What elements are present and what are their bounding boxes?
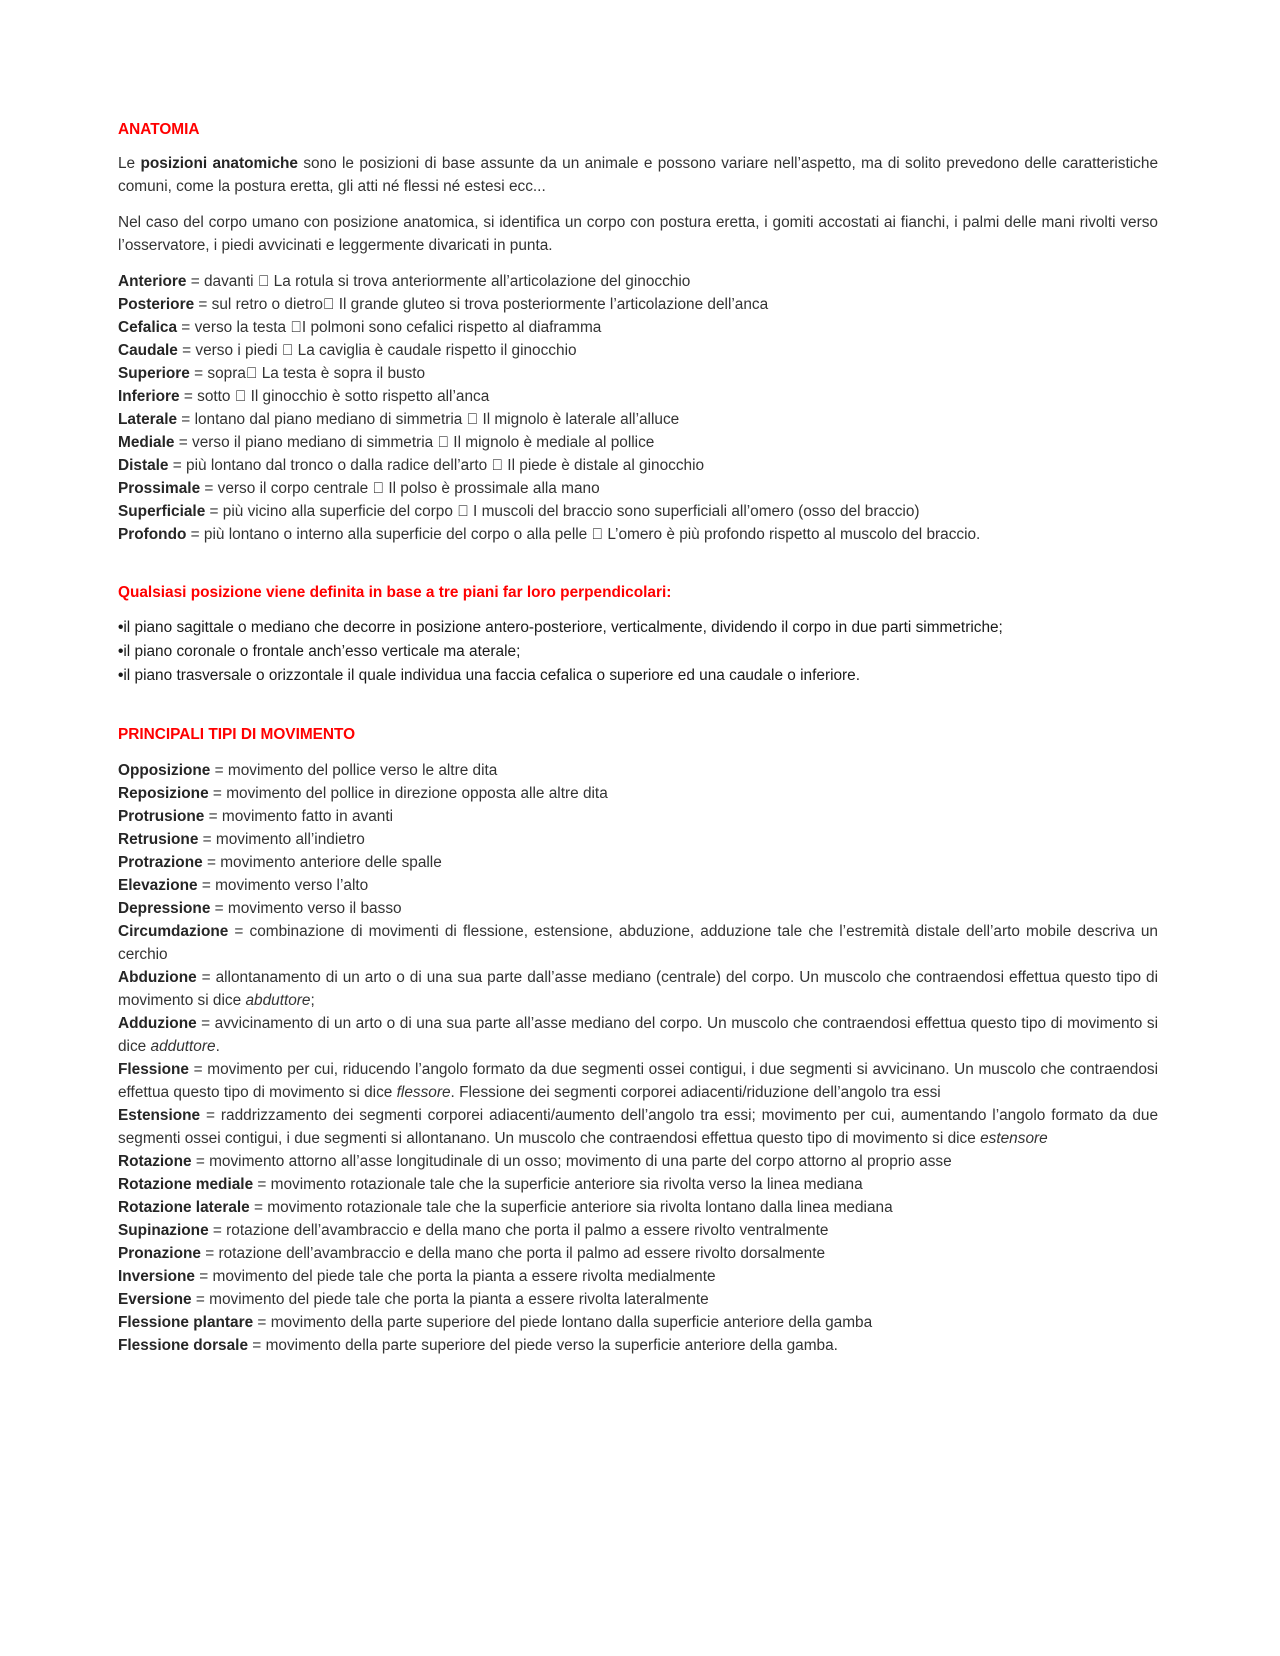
term-definition: = più lontano dal tronco o dalla radice dell’arto Il piede è distale al ginocchio	[168, 457, 689, 474]
term-definition: = davanti La rotula si trova anteriormente all’articolazione del ginocchio	[186, 273, 675, 290]
term-label: Supinazione	[118, 1222, 209, 1239]
list-item	[118, 500, 1158, 523]
term-definition: = movimento anteriore delle spalle	[202, 854, 442, 871]
term-definition: = movimento fatto in avanti	[204, 808, 394, 825]
term-label: Flessione dorsale	[118, 1337, 249, 1354]
term-label: Adduzione	[118, 1015, 197, 1032]
list-item	[118, 782, 1158, 805]
term-definition: = movimento della parte superiore del piede lontano dalla superficie anteriore della gamba	[253, 1314, 873, 1331]
list-item	[118, 1058, 1158, 1104]
intro-lead: Le	[118, 155, 141, 172]
list-item	[118, 805, 1158, 828]
list-item	[118, 897, 1158, 920]
section-title-movimento: PRINCIPALI TIPI DI MOVIMENTO	[118, 726, 356, 743]
plane-text: il piano coronale o frontale anch’esso verticale ma aterale;	[123, 643, 521, 660]
list-item	[118, 874, 1158, 897]
intro-paragraph	[118, 152, 1158, 198]
term-definition: = sotto Il ginocchio è sotto rispetto all’anca	[179, 388, 474, 405]
term-label: Elevazione	[118, 877, 198, 894]
list-item	[118, 431, 1158, 454]
list-item	[118, 385, 1158, 408]
term-tail: . Flessione dei segmenti corporei adiacenti/riduzione dell’angolo tra essi	[450, 1084, 941, 1101]
list-item	[118, 1104, 1158, 1150]
term-definition: = più vicino alla superficie del corpo I muscoli del braccio sono superficiali all’omero (osso del braccio)	[205, 503, 904, 520]
term-label: Distale	[118, 457, 169, 474]
bullet-glyph: •	[118, 667, 124, 684]
term-definition: = avvicinamento di un arto o di una sua parte all’asse mediano del corpo. Un muscolo che contraendosi effettua questo tipo di movimento si dice	[118, 1015, 1158, 1055]
list-item	[118, 1196, 1158, 1219]
list-item	[118, 828, 1158, 851]
term-label: Superficiale	[118, 503, 206, 520]
term-label: Laterale	[118, 411, 178, 428]
term-definition: = allontanamento di un arto o di una sua parte dall’asse mediano (centrale) del corpo. Un muscolo che contraendosi effettua questo tipo di movimento si dice	[118, 969, 1158, 1009]
bullet-glyph: •	[118, 643, 124, 660]
term-definition: = verso i piedi La caviglia è caudale rispetto il ginocchio	[177, 342, 561, 359]
list-item	[118, 293, 1158, 316]
anatomical-position-paragraph: Nel caso del corpo umano con posizione anatomica, si identifica un corpo con postura eretta, i gomiti accostati ai fianchi, i palmi delle mani rivolti verso l’osservatore, i piedi avvicinati e leggermente divaricati in punta.	[118, 214, 1158, 254]
term-definition: = più lontano o interno alla superficie del corpo o alla pelle L’omero è più profondo rispetto al muscolo del braccio.	[186, 526, 965, 543]
list-item	[118, 1150, 1158, 1173]
plane-text: il piano trasversale o orizzontale il quale individua una faccia cefalica o superiore ed una caudale o inferiore.	[123, 667, 861, 684]
list-item	[118, 1265, 1158, 1288]
term-emphasis: adduttore	[150, 1038, 216, 1055]
list-item	[118, 1288, 1158, 1311]
section-title-anatomia: ANATOMIA	[118, 121, 200, 138]
term-definition: = movimento del piede tale che porta la pianta a essere rivolta medialmente	[194, 1268, 716, 1285]
term-label: Prossimale	[118, 480, 201, 497]
term-definition: = movimento verso il basso	[210, 900, 402, 917]
term-label: Depressione	[118, 900, 211, 917]
list-item	[118, 316, 1158, 339]
term-label: Reposizione	[118, 785, 209, 802]
term-label: Retrusione	[118, 831, 199, 848]
term-definition: = lontano dal piano mediano di simmetria Il mignolo è laterale all’alluce	[177, 411, 664, 428]
term-label: Eversione	[118, 1291, 192, 1308]
term-label: Anteriore	[118, 273, 187, 290]
term-definition: = movimento del pollice verso le altre dita	[210, 762, 498, 779]
term-emphasis: flessore	[396, 1084, 451, 1101]
term-definition: = movimento della parte superiore del piede verso la superficie anteriore della gamba.	[248, 1337, 838, 1354]
term-label: Opposizione	[118, 762, 211, 779]
term-label: Protrusione	[118, 808, 205, 825]
term-definition: = movimento del pollice in direzione opposta alle altre dita	[208, 785, 608, 802]
term-label: Inferiore	[118, 388, 180, 405]
list-item	[118, 362, 1158, 385]
term-label: Rotazione laterale	[118, 1199, 250, 1216]
list-item	[118, 1242, 1158, 1265]
position-terms-list	[118, 270, 1158, 546]
list-item	[118, 851, 1158, 874]
term-definition: = sopra La testa è sopra il busto	[189, 365, 414, 382]
list-item	[118, 523, 1158, 546]
term-label: Rotazione mediale	[118, 1176, 254, 1193]
term-definition: = raddrizzamento dei segmenti corporei adiacenti/aumento dell’angolo tra essi; movimento per cui, aumentando l’angolo formato da due segmenti ossei contigui, i due segmenti si allontanano. Un muscolo che contraendosi effettua questo tipo di movimento si dice	[118, 1107, 1158, 1147]
list-item	[118, 339, 1158, 362]
list-item	[118, 1012, 1158, 1058]
term-definition: = movimento rotazionale tale che la superficie anteriore sia rivolta verso la linea mediana	[253, 1176, 863, 1193]
term-definition: = movimento per cui, riducendo l’angolo formato da due segmenti ossei contigui, i due segmenti si avvicinano. Un muscolo che contraendosi effettua questo tipo di movimento si dice	[118, 1061, 1158, 1101]
planes-list	[118, 616, 1158, 688]
term-label: Flessione plantare	[118, 1314, 254, 1331]
term-tail: .	[215, 1038, 220, 1055]
document-page	[118, 118, 1158, 1357]
term-label: Flessione	[118, 1061, 189, 1078]
list-item	[118, 1311, 1158, 1334]
list-item	[118, 454, 1158, 477]
term-definition: = movimento del piede tale che porta la pianta a essere rivolta lateralmente	[191, 1291, 709, 1308]
list-item	[118, 1334, 1158, 1357]
term-emphasis: abduttore	[245, 992, 311, 1009]
term-definition: = rotazione dell’avambraccio e della mano che porta il palmo ad essere rivolto dorsalmente	[200, 1245, 826, 1262]
movement-terms-list	[118, 759, 1158, 1357]
list-item	[118, 640, 1158, 664]
term-emphasis: estensore	[980, 1130, 1048, 1147]
term-label: Caudale	[118, 342, 178, 359]
list-item	[118, 664, 1158, 688]
term-label: Mediale	[118, 434, 175, 451]
term-label: Protrazione	[118, 854, 203, 871]
term-definition: = rotazione dell’avambraccio e della mano che porta il palmo a essere rivolto ventralmente	[208, 1222, 829, 1239]
term-label: Circumdazione	[118, 923, 229, 940]
term-label: Estensione	[118, 1107, 201, 1124]
term-tail: ;	[310, 992, 315, 1009]
intro-bold-term: posizioni anatomiche	[140, 155, 298, 172]
term-label: Inversione	[118, 1268, 195, 1285]
term-label: Rotazione	[118, 1153, 192, 1170]
term-definition: = movimento attorno all’asse longitudinale di un osso; movimento di una parte del corpo attorno al proprio asse	[191, 1153, 952, 1170]
term-label: Profondo	[118, 526, 187, 543]
term-label: Abduzione	[118, 969, 197, 986]
term-definition: = verso il corpo centrale Il polso è prossimale alla mano	[200, 480, 584, 497]
term-definition: = verso il piano mediano di simmetria Il mignolo è mediale al pollice	[174, 434, 639, 451]
list-item	[118, 270, 1158, 293]
term-label: Pronazione	[118, 1245, 201, 1262]
list-item	[118, 1219, 1158, 1242]
list-item	[118, 1173, 1158, 1196]
term-definition: = movimento all’indietro	[198, 831, 365, 848]
term-definition: = movimento verso l’alto	[197, 877, 369, 894]
section-title-piani: Qualsiasi posizione viene definita in base a tre piani far loro perpendicolari:	[118, 584, 672, 601]
list-item	[118, 920, 1158, 966]
term-definition: = combinazione di movimenti di flessione, estensione, abduzione, adduzione tale che l’estremità distale dell’arto mobile descriva un cerchio	[118, 923, 1158, 963]
list-item	[118, 759, 1158, 782]
list-item	[118, 408, 1158, 431]
list-item	[118, 616, 1158, 640]
plane-text: il piano sagittale o mediano che decorre in posizione antero-posteriore, verticalmente, dividendo il corpo in due parti simmetriche;	[123, 619, 1003, 636]
intro-rest: sono le posizioni di base assunte da un animale e possono variare nell’aspetto, ma di solito prevedono delle caratteristiche comuni, come la postura eretta, gli atti né flessi né estesi ecc...	[118, 155, 1158, 195]
list-item	[118, 477, 1158, 500]
term-label: Cefalica	[118, 319, 178, 336]
term-definition: = sul retro o dietro Il grande gluteo si trova posteriormente l’articolazione dell’anca	[194, 296, 757, 313]
list-item	[118, 966, 1158, 1012]
bullet-glyph: •	[118, 619, 124, 636]
term-label: Superiore	[118, 365, 190, 382]
term-label: Posteriore	[118, 296, 195, 313]
term-definition: = movimento rotazionale tale che la superficie anteriore sia rivolta lontano dalla linea mediana	[249, 1199, 893, 1216]
term-definition: = verso la testa I polmoni sono cefalici rispetto al diaframma	[177, 319, 590, 336]
